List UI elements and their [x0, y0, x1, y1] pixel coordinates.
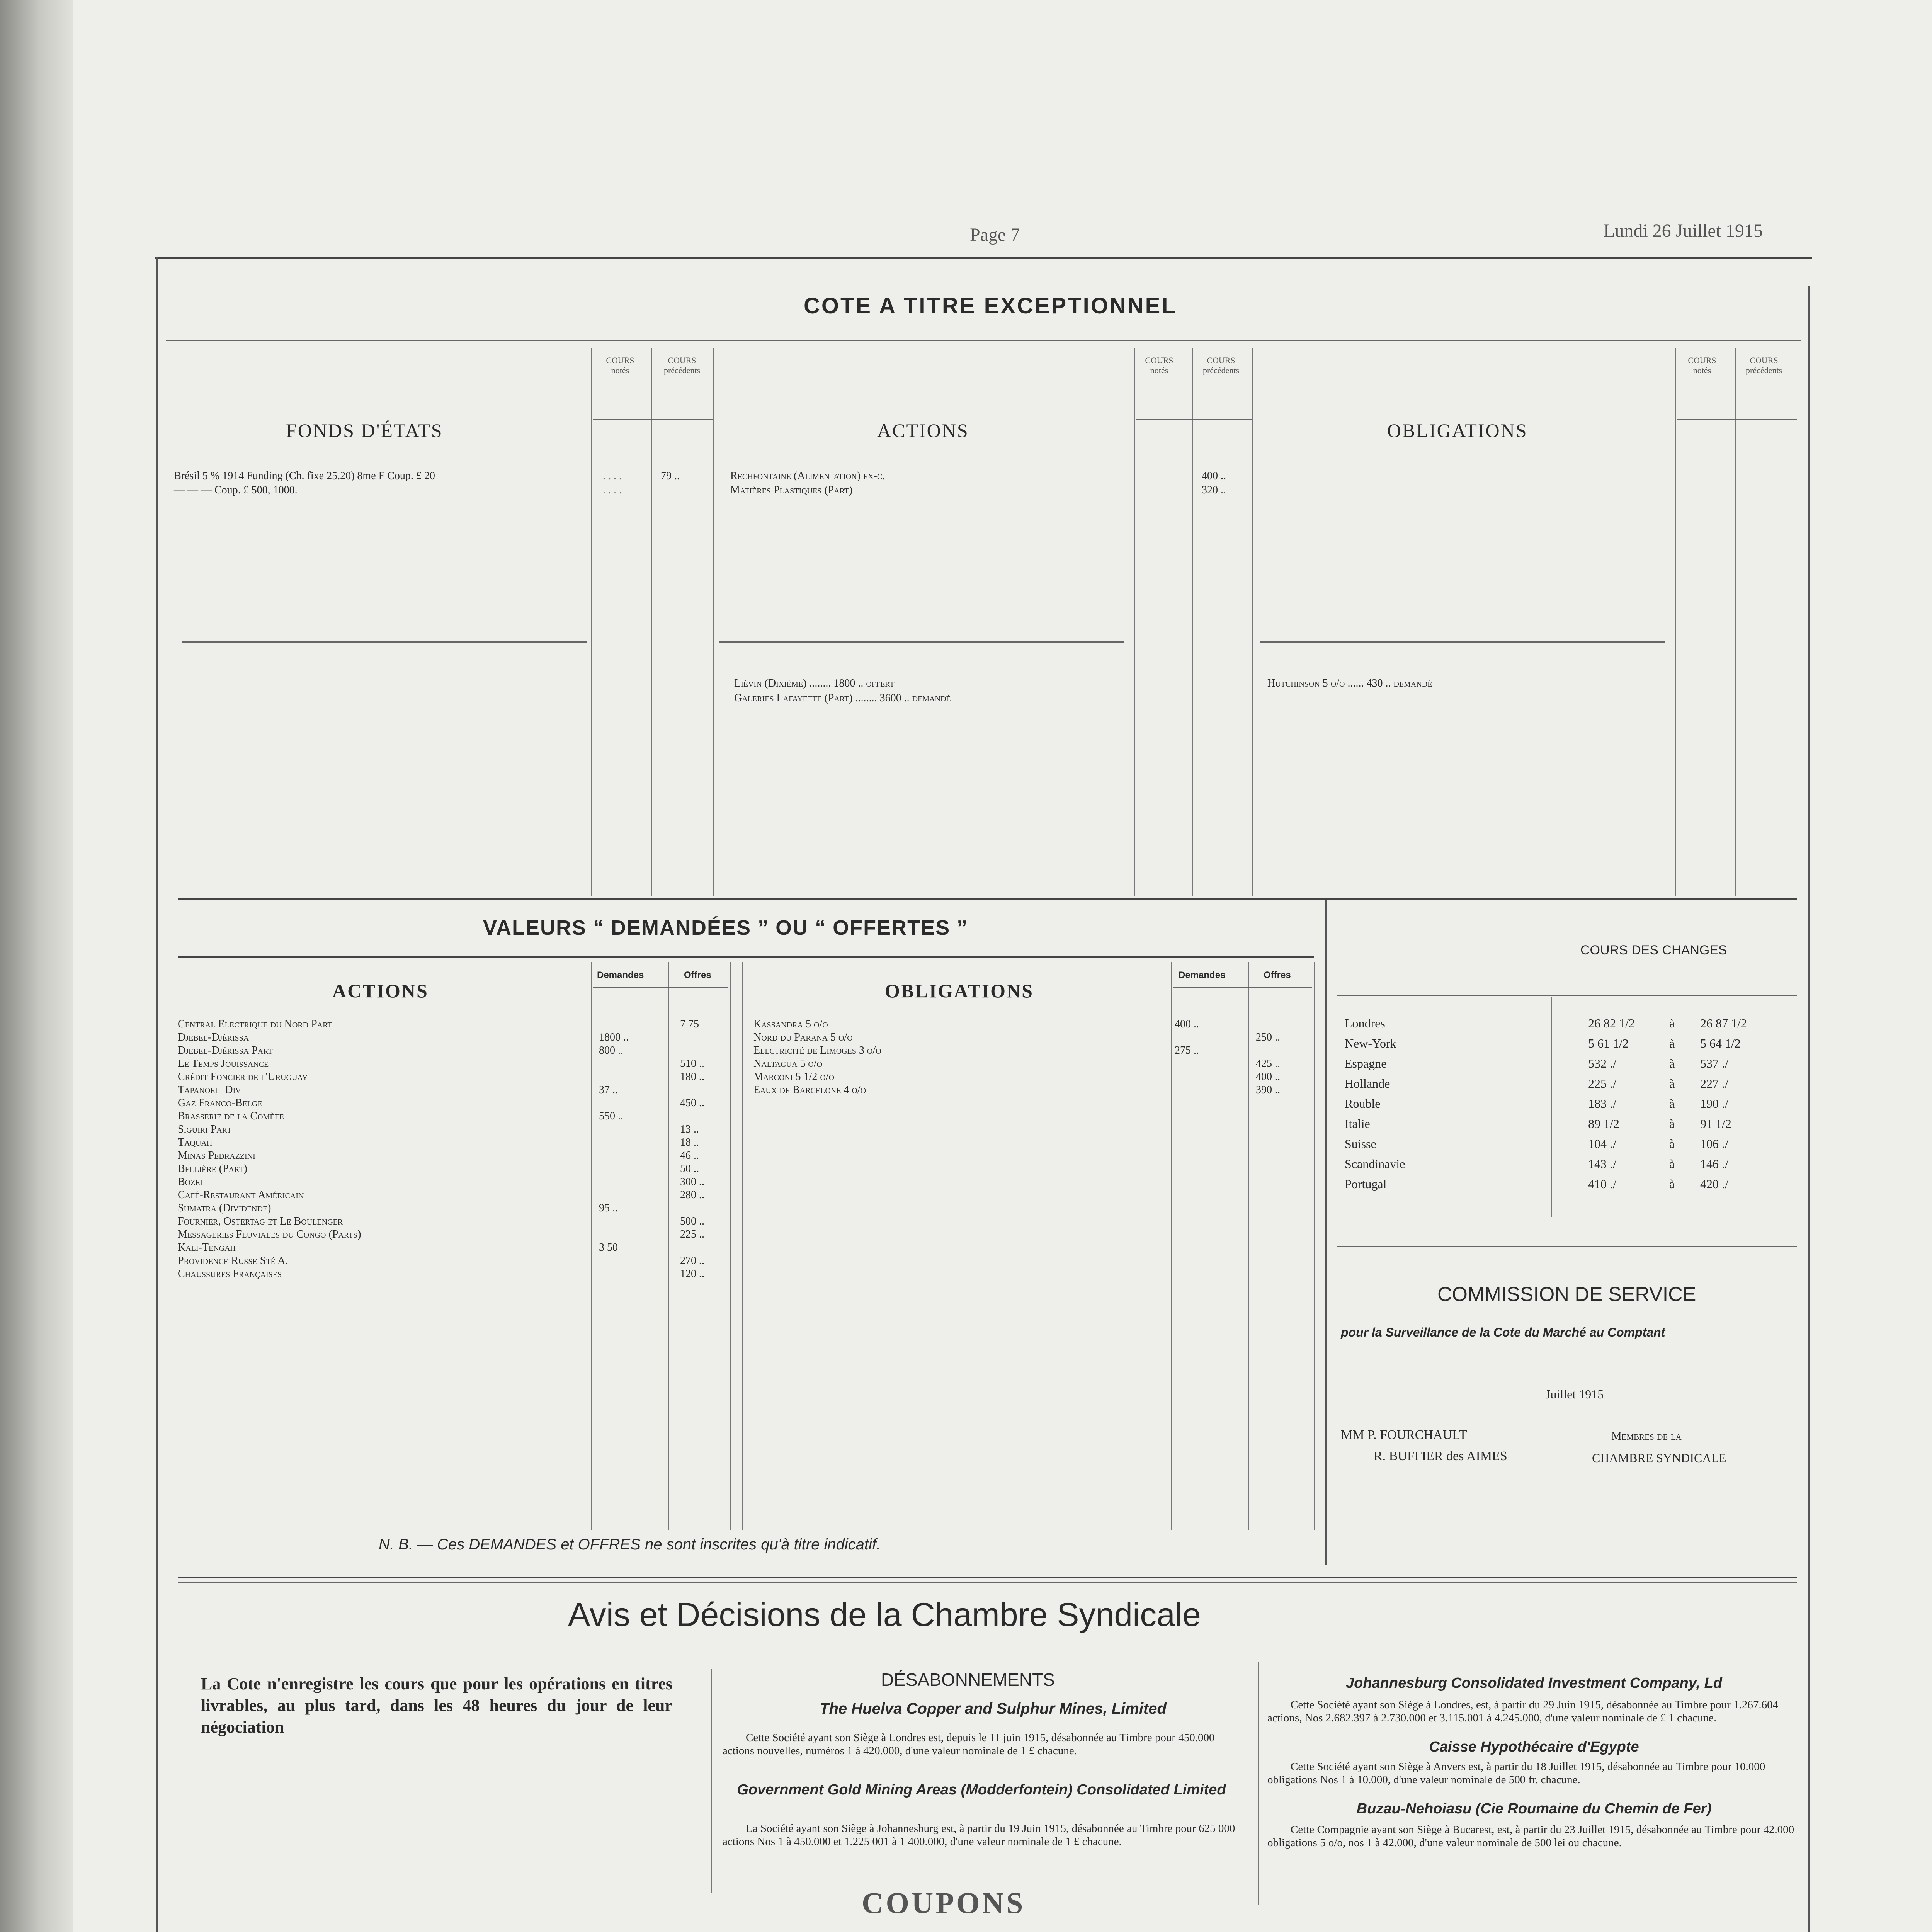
valeur-label: Nord du Parana 5 o/o [753, 1031, 853, 1043]
valeur-label: Kali-Tengah [178, 1242, 236, 1253]
valeur-label: Marconi 5 1/2 o/o [753, 1071, 835, 1083]
actions2-row: Galeries Lafayette (Part) ........ 3600 .. demandé [734, 692, 951, 704]
valeur-label: Messageries Fluviales du Congo (Parts) [178, 1228, 361, 1240]
valeur-demande: 95 .. [599, 1202, 618, 1214]
cote-vrule [651, 348, 652, 896]
cote-vrule [1675, 348, 1676, 896]
cours-notes-head-1: COURS notés [606, 355, 634, 375]
change-place: Scandinavie [1345, 1157, 1405, 1171]
valeurs-actions-head: ACTIONS [332, 980, 429, 1002]
cote-sep [1260, 641, 1665, 643]
fonds-heading: FONDS D'ÉTATS [286, 420, 443, 441]
change-sep: à [1669, 1137, 1675, 1151]
commission-member-1: MM P. FOURCHAULT [1341, 1428, 1467, 1442]
valeur-label: Brasserie de la Comète [178, 1110, 284, 1122]
desab-1-title: The Huelva Copper and Sulphur Mines, Limited [820, 1700, 1167, 1717]
book-spine [0, 0, 73, 1932]
valeur-offre: 180 .. [680, 1071, 704, 1083]
valeur-demande: 275 .. [1175, 1044, 1199, 1056]
change-ask: 91 1/2 [1700, 1117, 1731, 1131]
change-sep: à [1669, 1157, 1675, 1171]
actions-row: Rechfontaine (Alimentation) ex-c. [730, 470, 885, 482]
valeurs-oblig-head: OBLIGATIONS [885, 980, 1034, 1002]
change-place: New-York [1345, 1036, 1396, 1050]
valeur-offre: 425 .. [1256, 1058, 1280, 1070]
change-ask: 5 64 1/2 [1700, 1036, 1741, 1050]
change-sep: à [1669, 1117, 1675, 1131]
actions-heading: ACTIONS [877, 420, 969, 441]
desab-5-title: Buzau-Nehoiasu (Cie Roumaine du Chemin de Fer) [1356, 1801, 1712, 1817]
cours-prec-head-3: COURS précédents [1745, 355, 1782, 375]
cote-title: COTE A TITRE EXCEPTIONNEL [804, 293, 1177, 318]
valeur-label: Minas Pedrazzini [178, 1150, 255, 1162]
valeur-offre: 510 .. [680, 1058, 704, 1070]
valeur-label: Sumatra (Dividende) [178, 1202, 271, 1214]
cote-sep [182, 641, 587, 643]
issue-date: Lundi 26 Juillet 1915 [1604, 221, 1763, 241]
change-bid: 104 ./ [1588, 1137, 1616, 1151]
change-bid: 26 82 1/2 [1588, 1016, 1635, 1030]
oblig2-row: Hutchinson 5 o/o ...... 430 .. demandé [1267, 677, 1432, 689]
fonds-row: Brésil 5 % 1914 Funding (Ch. fixe 25.20) 8me F Coup. £ 20 [174, 470, 435, 482]
change-bid: 225 ./ [1588, 1077, 1616, 1090]
desab-2-title: Government Gold Mining Areas (Modderfontein) Consolidated Limited [737, 1782, 1226, 1798]
cote-head-rule [593, 419, 713, 420]
valeur-offre: 500 .. [680, 1215, 704, 1227]
change-place: Portugal [1345, 1177, 1387, 1191]
valeur-offre: 270 .. [680, 1255, 704, 1267]
frame-right [1808, 286, 1810, 1932]
desab-4-title: Caisse Hypothécaire d'Egypte [1429, 1739, 1639, 1755]
desab-1-text: Cette Société ayant son Siège à Londres est, depuis le 11 juin 1915, désabonnée au Timbre pour 450.000 actions nouvelles, numéros 1 à 420.000, d'une valeur nominale de 1 £ chacune. [723, 1731, 1215, 1757]
valeur-label: Fournier, Ostertag et Le Boulenger [178, 1215, 343, 1227]
cote-vrule [1134, 348, 1135, 896]
change-bid: 5 61 1/2 [1588, 1036, 1629, 1050]
valeur-demande: 37 .. [599, 1084, 618, 1096]
valeur-offre: 50 .. [680, 1163, 699, 1175]
change-sep: à [1669, 1036, 1675, 1050]
valeur-label: Bozel [178, 1176, 205, 1188]
changes-title: COURS DES CHANGES [1580, 943, 1727, 957]
valeur-offre: 450 .. [680, 1097, 704, 1109]
valeur-label: Eaux de Barcelone 4 o/o [753, 1084, 866, 1096]
nb-note: N. B. — Ces DEMANDES et OFFRES ne sont inscrites qu'à titre indicatif. [379, 1536, 881, 1553]
change-bid: 410 ./ [1588, 1177, 1616, 1191]
cote-vrule [1735, 348, 1736, 896]
valeur-label: Djebel-Djérissa Part [178, 1044, 273, 1056]
cote-vrule [1192, 348, 1193, 896]
desab-4-text: Cette Société ayant son Siège à Anvers est, à partir du 18 Juillet 1915, désabonnée au Timbre pour 10.000 obligations Nos 1 à 10.000, d'une valeur nominale de 500 fr. chacune. [1267, 1760, 1765, 1786]
desab-5-text: Cette Compagnie ayant son Siège à Bucarest, est, à partir du 23 Juillet 1915, désabonnée au Timbre pour 42.000 obligations 5 o/o, nos 1 à 42.000, d'une valeur nominale de 500 lei ou chacune. [1267, 1823, 1794, 1849]
valeur-offre: 400 .. [1256, 1071, 1280, 1083]
valeur-label: Djebel-Djérissa [178, 1031, 249, 1043]
valeur-label: Café-Restaurant Américain [178, 1189, 304, 1201]
change-ask: 190 ./ [1700, 1097, 1728, 1111]
valeur-label: Bellière (Part) [178, 1163, 247, 1175]
change-sep: à [1669, 1097, 1675, 1111]
fonds-row-prec: 79 .. [661, 470, 680, 482]
change-place: Espagne [1345, 1056, 1387, 1070]
commission-role-1: Membres de la [1611, 1430, 1682, 1442]
dots: . . . . [603, 484, 622, 496]
cote-vrule [591, 348, 592, 896]
desab-title: DÉSABONNEMENTS [881, 1670, 1055, 1690]
valeur-offre: 280 .. [680, 1189, 704, 1201]
commission-subtitle: pour la Surveillance de la Cote du Marché au Comptant [1341, 1325, 1665, 1339]
valeurs-rule [178, 956, 1314, 958]
valeur-offre: 7 75 [680, 1018, 699, 1030]
desab-2-text: La Société ayant son Siège à Johannesburg est, à partir du 19 Juin 1915, désabonnée au Timbre pour 625 000 actions Nos 1 à 450.000 et 1.225 001 à 1 400.000, d'une valeur nominale de 1 £ chacune. [723, 1822, 1235, 1848]
valeur-offre: 18 .. [680, 1136, 699, 1148]
obligations-heading: OBLIGATIONS [1387, 420, 1528, 441]
cote-sep [719, 641, 1124, 643]
avis-notice: La Cote n'enregistre les cours que pour les opérations en titres livrables, au plus tard, dans les 48 heures du jour de leur négociation [201, 1674, 672, 1736]
frame-left [156, 257, 158, 1932]
valeur-offre: 390 .. [1256, 1084, 1280, 1096]
valeur-offre: 46 .. [680, 1150, 699, 1162]
change-ask: 537 ./ [1700, 1056, 1728, 1070]
demandes-head-1: Demandes [597, 970, 644, 980]
actions-row: Matières Plastiques (Part) [730, 484, 853, 496]
valeur-demande: 3 50 [599, 1242, 618, 1253]
avis-title: Avis et Décisions de la Chambre Syndicale [568, 1596, 1201, 1633]
change-bid: 143 ./ [1588, 1157, 1616, 1171]
frame-top [155, 257, 1812, 259]
commission-member-2: R. BUFFIER des AIMES [1374, 1449, 1507, 1463]
valeur-label: Crédit Foncier de l'Uruguay [178, 1071, 308, 1083]
valeur-label: Providence Russe Sté A. [178, 1255, 288, 1267]
cote-vrule [713, 348, 714, 896]
change-place: Hollande [1345, 1077, 1390, 1090]
change-bid: 532 ./ [1588, 1056, 1616, 1070]
change-sep: à [1669, 1077, 1675, 1090]
valeur-label: Kassandra 5 o/o [753, 1018, 828, 1030]
cote-head-rule [1677, 419, 1797, 420]
valeur-offre: 225 .. [680, 1228, 704, 1240]
valeur-offre: 120 .. [680, 1268, 704, 1280]
valeurs-title: VALEURS “ DEMANDÉES ” OU “ OFFERTES ” [483, 916, 968, 939]
desab-3-text: Cette Société ayant son Siège à Londres, est, à partir du 29 Juin 1915, désabonnée au Timbre pour 1.267.604 actions, Nos 2.682.397 à 2.730.000 et 3.115.001 à 4.245.000, d'une valeur nominale de £ 1 chacune. [1267, 1699, 1779, 1724]
cote-rule [166, 340, 1801, 341]
change-sep: à [1669, 1016, 1675, 1030]
valeur-label: Chaussures Françaises [178, 1268, 282, 1280]
valeur-label: Central Electrique du Nord Part [178, 1018, 332, 1030]
actions-row-prec: 400 .. [1202, 470, 1226, 482]
dots: . . . . [603, 470, 622, 482]
change-place: Londres [1345, 1016, 1385, 1030]
cours-notes-head-3: COURS notés [1688, 355, 1716, 375]
demandes-head-2: Demandes [1179, 970, 1226, 980]
valeur-demande: 800 .. [599, 1044, 623, 1056]
offres-head-1: Offres [684, 970, 711, 980]
change-place: Rouble [1345, 1097, 1381, 1111]
fonds-row: — — — Coup. £ 500, 1000. [174, 484, 298, 496]
change-ask: 420 ./ [1700, 1177, 1728, 1191]
valeur-label: Naltagua 5 o/o [753, 1058, 823, 1070]
valeur-offre: 13 .. [680, 1123, 699, 1135]
change-place: Suisse [1345, 1137, 1376, 1151]
page-number: Page 7 [970, 224, 1020, 245]
valeur-label: Le Temps Jouissance [178, 1058, 269, 1070]
change-bid: 89 1/2 [1588, 1117, 1619, 1131]
commission-title: COMMISSION DE SERVICE [1437, 1283, 1696, 1306]
valeur-label: Tapanoeli Div [178, 1084, 241, 1096]
cours-prec-head-1: COURS précédents [663, 355, 701, 375]
valeur-demande: 400 .. [1175, 1018, 1199, 1030]
valeur-offre: 300 .. [680, 1176, 704, 1188]
valeur-offre: 250 .. [1256, 1031, 1280, 1043]
valeur-demande: 550 .. [599, 1110, 623, 1122]
offres-head-2: Offres [1264, 970, 1291, 980]
actions-row-prec: 320 .. [1202, 484, 1226, 496]
change-ask: 227 ./ [1700, 1077, 1728, 1090]
coupons-title: COUPONS [862, 1886, 1026, 1920]
change-ask: 106 ./ [1700, 1137, 1728, 1151]
cote-head-rule [1136, 419, 1252, 420]
cote-bottom-rule [178, 898, 1797, 900]
valeur-label: Electricité de Limoges 3 o/o [753, 1044, 881, 1056]
cours-notes-head-2: COURS notés [1145, 355, 1173, 375]
valeur-label: Gaz Franco-Belge [178, 1097, 262, 1109]
valeur-label: Siguiri Part [178, 1123, 232, 1135]
actions2-row: Liévin (Dixième) ........ 1800 .. offert [734, 677, 895, 689]
commission-role-2: CHAMBRE SYNDICALE [1592, 1451, 1726, 1465]
change-place: Italie [1345, 1117, 1370, 1131]
commission-month: Juillet 1915 [1546, 1387, 1604, 1401]
change-ask: 146 ./ [1700, 1157, 1728, 1171]
change-sep: à [1669, 1177, 1675, 1191]
valeur-demande: 1800 .. [599, 1031, 629, 1043]
cours-prec-head-2: COURS précédents [1202, 355, 1240, 375]
change-ask: 26 87 1/2 [1700, 1016, 1747, 1030]
change-bid: 183 ./ [1588, 1097, 1616, 1111]
valeur-label: Taquah [178, 1136, 213, 1148]
change-sep: à [1669, 1056, 1675, 1070]
cote-vrule [1252, 348, 1253, 896]
desab-3-title: Johannesburg Consolidated Investment Company, Ld [1345, 1675, 1723, 1691]
